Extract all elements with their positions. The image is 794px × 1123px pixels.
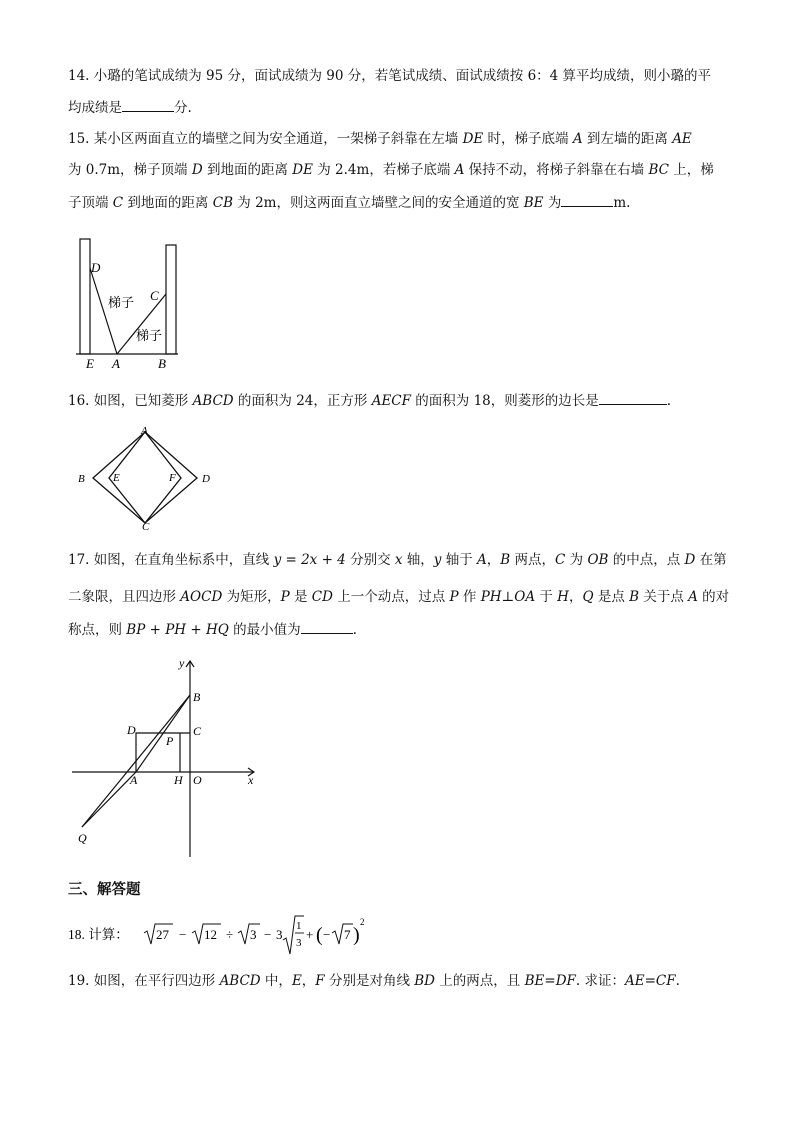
label-A: A (130, 773, 138, 787)
label-C: C (142, 521, 150, 533)
left-wall (80, 239, 90, 354)
svg-text:÷: ÷ (226, 927, 234, 942)
label-O: O (193, 773, 202, 787)
svg-text:3: 3 (276, 927, 283, 942)
line-QA (82, 772, 136, 827)
q18-formula (68, 914, 368, 958)
section-title: 三、解答题 (68, 882, 141, 898)
label-B: B (158, 356, 166, 371)
ladder-left (90, 268, 117, 354)
q15-ladder-figure (70, 232, 200, 377)
label-D: D (91, 260, 101, 275)
q15-line2: 为 0.7m，梯子顶端 D 到地面的距离 DE 为 2.4m，若梯子底端 A 保持不动，将梯子斜靠在右墙 BC 上，梯 (68, 162, 714, 178)
label-x: x (248, 773, 254, 787)
q17-answer-blank[interactable] (301, 619, 353, 634)
ladder-label-2: 梯子 (136, 328, 163, 343)
label-C: C (193, 724, 202, 738)
svg-text:7: 7 (344, 927, 351, 942)
svg-text:2: 2 (360, 917, 365, 927)
q14-line2: 均成绩是 分. (68, 97, 192, 118)
q17-line1: 17. 如图，在直角坐标系中，直线 y = 2x + 4 分别交 x 轴，y 轴于 A，B 两点，C 为 OB 的中点，点 D 在第 (68, 552, 727, 568)
label-y: y (179, 656, 185, 670)
right-wall (166, 245, 176, 354)
label-C: C (150, 288, 159, 303)
q17-line3: 称点，则 BP + PH + HQ 的最小值为 . (68, 619, 357, 640)
label-B: B (78, 473, 85, 485)
label-Q: Q (78, 831, 87, 845)
svg-text:1: 1 (296, 920, 302, 932)
svg-text:−: − (264, 927, 272, 942)
svg-text:27: 27 (156, 927, 169, 942)
ladder-label-1: 梯子 (108, 295, 135, 310)
svg-text:−: − (323, 927, 331, 942)
q17-line2: 二象限，且四边形 AOCD 为矩形，P 是 CD 上一个动点，过点 P 作 PH⊥OA 于 H，Q 是点 B 关于点 A 的对 (68, 589, 730, 605)
label-E: E (86, 356, 94, 371)
svg-text:+: + (306, 927, 314, 942)
q15-answer-blank[interactable] (561, 192, 613, 207)
svg-text:3: 3 (296, 937, 302, 949)
q18-label: 18. 计算： (68, 927, 129, 942)
q17-coordinate-figure (66, 655, 266, 860)
q14-answer-blank[interactable] (122, 97, 174, 112)
q16-rhombus-figure (72, 424, 222, 534)
rectangle-AOCD (136, 733, 190, 772)
q15-line3: 子顶端 C 到地面的距离 CB 为 2m，则这两面直立墙壁之间的安全通道的宽 BE 为 m. (68, 192, 630, 213)
q16-line: 16. 如图，已知菱形 ABCD 的面积为 24，正方形 AECF 的面积为 18，则菱形的边长是 . (68, 390, 671, 411)
svg-text:−: − (179, 927, 187, 942)
label-H: H (174, 773, 183, 787)
label-A: A (112, 356, 120, 371)
line-QB (82, 695, 190, 827)
q14-line1: 14. 小璐的笔试成绩为 95 分，面试成绩为 90 分，若笔试成绩、面试成绩按 6：4 算平均成绩，则小璐的平 (68, 68, 712, 84)
q19-line: 19. 如图，在平行四边形 ABCD 中，E，F 分别是对角线 BD 上的两点，且 BE=DF. 求证：AE=CF. (68, 973, 680, 989)
right-paren: ) (353, 924, 360, 946)
q16-answer-blank[interactable] (599, 390, 667, 405)
left-paren: ( (316, 924, 323, 946)
sqrt-sign (238, 924, 260, 944)
svg-text:12: 12 (204, 927, 217, 942)
label-P: P (166, 734, 174, 748)
label-D: D (202, 473, 210, 485)
label-E: E (113, 472, 120, 484)
label-B: B (193, 690, 201, 704)
label-F: F (169, 472, 176, 484)
label-D: D (127, 723, 136, 737)
label-A: A (141, 425, 148, 437)
svg-text:3: 3 (250, 927, 257, 942)
q15-line1: 15. 某小区两面直立的墙壁之间为安全通道，一架梯子斜靠在左墙 DE 时，梯子底端 A 到左墙的距离 AE (68, 131, 692, 147)
